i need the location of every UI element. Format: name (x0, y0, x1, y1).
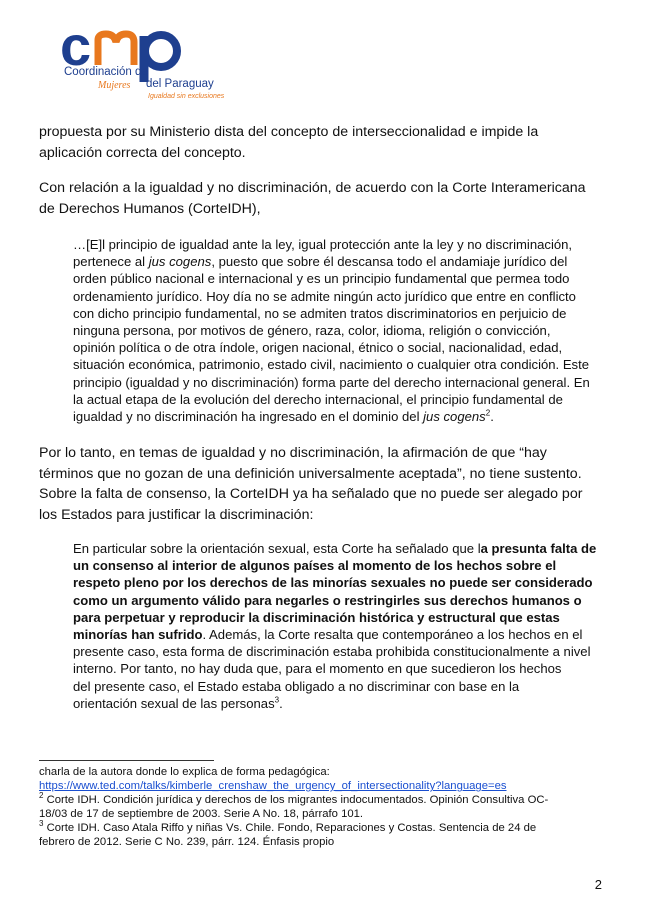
paragraph-2 (39, 178, 649, 219)
footnote-link-line (39, 779, 599, 793)
quote-line: principio (igualdad y no discriminación) forma parte del derecho internacional general. En (73, 374, 590, 390)
quote-line: como un argumento válido para negarles o restringirles sus derechos humanos o (73, 592, 582, 608)
quote-line: con dicho principio fundamental, no se admiten tratos discriminatorios en perjuicio de (73, 305, 567, 321)
quote-line: En particular sobre la orientación sexual, esta Corte ha señalado que la presunta falta de (73, 541, 597, 556)
quote-line: presente caso, esta forma de discriminación estaba prohibida constitucionalmente a nivel (73, 644, 591, 660)
footnotes (39, 765, 599, 850)
logo-line2: del Paraguay (146, 78, 214, 90)
footnote-separator (39, 760, 214, 761)
quote-line: igualdad y no discriminación ha ingresado en el dominio del jus cogens$^2$. (73, 408, 494, 425)
logo-mujeres: Mujeres (98, 80, 131, 91)
quote-line: orientación sexual de las personas$^3$. (73, 695, 283, 711)
page-number: 2 (594, 877, 602, 892)
logo-m (98, 34, 134, 65)
logo-line1: Coordinación de (64, 66, 148, 78)
quote-line: …[E]l principio de igualdad ante la ley, igual protección ante la ley y no discriminación, (73, 237, 573, 252)
text-line: Por lo tanto, en temas de igualdad y no discriminación, la afirmación de que “hay (39, 445, 547, 461)
quote-line: opinión política o de otra índole, origen nacional, étnico o social, nacionalidad, edad, (73, 340, 563, 356)
text-line: propuesta por su Ministerio dista del concepto de interseccionalidad e impide la (39, 124, 539, 140)
ted-talk-link[interactable]: https://www.ted.com/talks/kimberle_crenshaw_the_urgency_of_intersectionality?language=es (39, 780, 507, 793)
logo-tagline: Igualdad sin exclusiones (148, 93, 225, 100)
quote-line: pertenece al jus cogens, puesto que sobre él descansa todo el andamiaje jurídico del (73, 254, 568, 270)
paragraph-3 (39, 443, 649, 525)
text-line: términos que no gozan de una definición universalmente aceptada”, no tiene sustento. (39, 465, 582, 482)
footnote-continuation: charla de la autora donde lo explica de forma pedagógica: (39, 766, 330, 778)
quote-line: del presente caso, el Estado estaba obligado a no discriminar con base en la (73, 678, 520, 694)
quote-line: un consenso al interior de algunos países al momento de los hechos sobre el (73, 558, 557, 574)
logo-c: c (60, 20, 92, 77)
footnote-ref-2: 2 (485, 408, 491, 418)
text-line: los Estados para justificar la discriminación: (39, 506, 314, 523)
text-line: Con relación a la igualdad y no discriminación, de acuerdo con la Corte Interamericana (39, 180, 586, 196)
paragraph-1 (39, 122, 639, 163)
footnote-3: $^3$ Corte IDH. Caso Atala Riffo y niñas Vs. Chile. Fondo, Reparaciones y Costas. Sentencia de 24 de (39, 819, 537, 835)
text-line: de Derechos Humanos (CorteIDH), (39, 200, 261, 217)
footnote-2: $^2$ Corte IDH. Condición jurídica y derechos de los migrantes indocumentados. Opinión Consultiva OC- (39, 791, 549, 807)
quote-line: ordenamiento jurídico. Hoy día no se admite ningún acto jurídico que entre en conflicto (73, 288, 576, 304)
text-line: aplicación correcta del concepto. (39, 144, 246, 161)
quote-line: minorías han sufrido. Además, la Corte resalta que contemporáneo a los hechos en el (73, 627, 583, 643)
quote-line: la actual etapa de la evolución del derecho internacional, el principio fundamental de (73, 391, 563, 407)
footnote-ref-3: 3 (274, 695, 280, 705)
quote-line: respeto pleno por los derechos de las minorías sexuales no puede ser considerado (73, 575, 593, 591)
quote-line: orden público nacional e internacional y es un principio fundamental que permea todo (73, 271, 570, 287)
cmp-logo (58, 20, 243, 110)
text-line: Sobre la falta de consenso, la CorteIDH ya ha señalado que no puede ser alegado por (39, 486, 583, 502)
footnote-2-cont: 18/03 de 17 de septiembre de 2003. Serie A No. 18, párrafo 101. (39, 808, 364, 821)
quote-line: interno. Por tanto, no hay duda que, para el momento en que sucedieron los hechos (73, 661, 562, 677)
blockquote-2 (73, 540, 613, 712)
logo-p-bowl (145, 35, 177, 67)
quote-line: situación económica, patrimonio, estado civil, nacimiento o cualquier otra condición. Este (73, 357, 590, 373)
quote-line: para perpetuar y reproducir la discriminación histórica y estructural que estas (73, 609, 560, 625)
blockquote-1 (73, 236, 613, 425)
footnote-3-cont: febrero de 2012. Serie C No. 239, párr. 124. Énfasis propio (39, 836, 335, 849)
quote-line: ninguna persona, por motivos de género, raza, color, idioma, religión o convicción, (73, 323, 551, 339)
